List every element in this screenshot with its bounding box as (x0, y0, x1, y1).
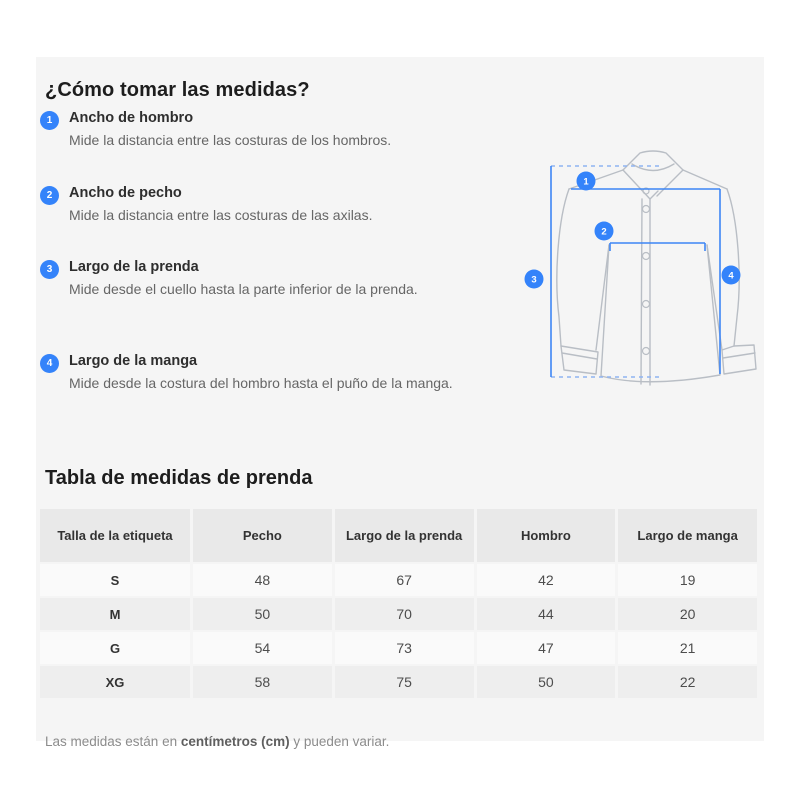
measurement-item-4 (40, 353, 492, 393)
svg-text:2: 2 (601, 226, 607, 238)
measurement-item-1 (40, 110, 492, 150)
number-badge-3: 3 (40, 260, 59, 279)
value-cell: 73 (335, 632, 474, 664)
measurement-description: Mide la distancia entre las costuras de los hombros. (69, 132, 392, 148)
value-cell: 21 (618, 632, 757, 664)
size-table (37, 507, 760, 700)
value-cell: 48 (193, 564, 332, 596)
value-cell: 20 (618, 598, 757, 630)
col-header-sleeve: Largo de manga (618, 509, 757, 562)
size-cell: M (40, 598, 190, 630)
measurement-item-3 (40, 259, 492, 299)
value-cell: 75 (335, 666, 474, 698)
table-row-xg (40, 666, 757, 698)
value-cell: 19 (618, 564, 757, 596)
value-cell: 42 (477, 564, 616, 596)
measurements-disclaimer: Las medidas están en centímetros (cm) y pueden variar. (45, 733, 390, 749)
measurement-label: Ancho de pecho (69, 185, 182, 201)
value-cell: 22 (618, 666, 757, 698)
value-cell: 44 (477, 598, 616, 630)
size-cell: XG (40, 666, 190, 698)
size-cell: G (40, 632, 190, 664)
disclaimer-bold-cm: centímetros (cm) (180, 733, 290, 749)
number-badge-4: 4 (40, 354, 59, 373)
value-cell: 47 (477, 632, 616, 664)
value-cell: 50 (477, 666, 616, 698)
col-header-shoulder: Hombro (477, 509, 616, 562)
value-cell: 58 (193, 666, 332, 698)
number-badge-1: 1 (40, 111, 59, 130)
col-header-size: Talla de la etiqueta (40, 509, 190, 562)
col-header-length: Largo de la prenda (335, 509, 474, 562)
value-cell: 70 (335, 598, 474, 630)
measurement-item-2 (40, 185, 492, 225)
shirt-measurement-diagram (513, 147, 763, 405)
size-guide-panel (36, 57, 764, 749)
shirt-buttons (643, 188, 650, 355)
size-cell: S (40, 564, 190, 596)
svg-text:4: 4 (728, 270, 734, 282)
number-badge-2: 2 (40, 186, 59, 205)
value-cell: 54 (193, 632, 332, 664)
value-cell: 50 (193, 598, 332, 630)
value-cell: 67 (335, 564, 474, 596)
svg-text:1: 1 (583, 176, 589, 188)
measurement-label: Largo de la prenda (69, 259, 199, 275)
measurement-label: Largo de la manga (69, 353, 198, 369)
table-row-s (40, 564, 757, 596)
measurement-lines (551, 166, 720, 377)
size-table-title: Tabla de medidas de prenda (45, 466, 313, 489)
svg-text:3: 3 (531, 274, 537, 286)
measurement-description: Mide desde la costura del hombro hasta el puño de la manga. (69, 375, 453, 391)
measurement-label: Ancho de hombro (69, 110, 194, 126)
table-row-m (40, 598, 757, 630)
col-header-chest: Pecho (193, 509, 332, 562)
how-to-title: ¿Cómo tomar las medidas? (45, 78, 310, 101)
table-header-row (40, 509, 757, 562)
measurement-description: Mide la distancia entre las costuras de las axilas. (69, 207, 373, 223)
table-row-g (40, 632, 757, 664)
measurement-description: Mide desde el cuello hasta la parte inferior de la prenda. (69, 281, 418, 297)
